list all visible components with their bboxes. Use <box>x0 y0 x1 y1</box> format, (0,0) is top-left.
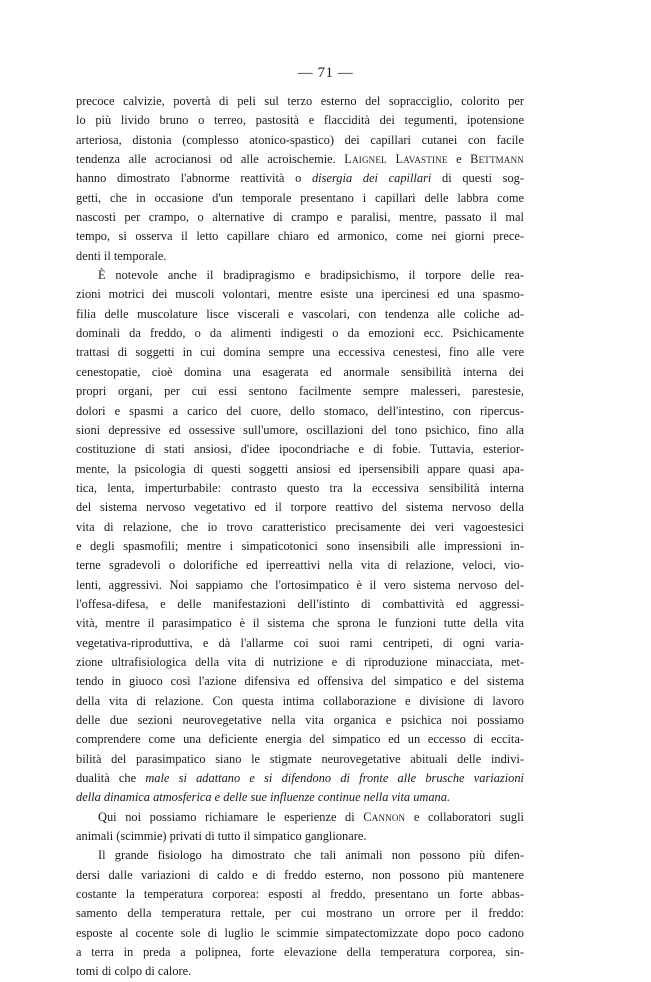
text-line <box>76 614 524 633</box>
text-run: mente, la psicologia di questi soggetti ansiosi ed ipersensibili appare quasi apa- <box>76 461 524 476</box>
text-run: dersi dalle variazioni di caldo e di freddo esterno, non possono più mantenere <box>76 867 524 882</box>
text-run: dominali da freddo, o da alimenti indigesti o da emozioni ecc. Psichicamente <box>76 326 524 341</box>
text-run: sioni depressive ed ossessive sull'umore, oscillazioni del tono psichico, fino alla <box>76 422 524 437</box>
text-line <box>76 885 524 904</box>
text-run: samento della temperatura rettale, per cui mostrano un orrore per il freddo: <box>76 906 524 921</box>
text-run: tendenza alle acrocianosi od alle acroischemie. <box>76 152 345 167</box>
text-line <box>76 518 524 537</box>
text-line <box>76 924 524 943</box>
text-run: lenti, aggressivi. Noi sappiamo che l'ortosimpatico è il vero sistema nervoso del- <box>76 577 524 592</box>
text-run: terne sgradevoli o dolorifiche ed iperreattivi nella vita di relazione, veloci, vio- <box>76 558 524 573</box>
text-line <box>76 711 524 730</box>
text-line <box>76 305 524 324</box>
text-run: getti, che in occasione d'un temporale presentano i capillari delle labbra come <box>76 190 524 205</box>
text-line <box>76 769 524 788</box>
text-run: tomi di colpo di calore. <box>76 964 192 979</box>
text-line <box>76 402 524 421</box>
text-line <box>76 266 524 285</box>
text-run: vità, mentre il parasimpatico è il sistema che sprona le funzioni tutte della vita <box>76 616 524 631</box>
text-line <box>76 208 524 227</box>
text-line <box>76 846 524 865</box>
text-run: l'offesa-difesa, e delle manifestazioni dell'istinto di combattività ed aggressi- <box>76 596 524 611</box>
text-run: bilità del parasimpatico siano le stigmate neurovegetative abituali delle indivi- <box>76 751 524 766</box>
text-run: esposte al cocente sole di luglio le scimmie simpatectomizzate dopo poco cadono <box>76 925 524 940</box>
text-line <box>76 498 524 517</box>
text-line <box>76 421 524 440</box>
text-line <box>76 962 524 981</box>
paragraph <box>76 266 524 808</box>
text-run: È notevole anche il bradipragismo e bradipsichismo, il torpore delle rea- <box>98 268 524 283</box>
text-line <box>76 382 524 401</box>
author-name: Laignel Lavastine <box>344 152 448 167</box>
text-run: delle due sezioni neurovegetative nella vita organica e psichica noi possiamo <box>76 713 524 727</box>
text-run: e <box>447 152 471 167</box>
text-line <box>76 595 524 614</box>
text-line <box>76 189 524 208</box>
text-run: vita di relazione, che io trovo caratteristico precisamente dei veri vagoestesici <box>76 519 524 534</box>
text-run: vegetativa-riproduttiva, e dà l'allarme coi suoi rami centripeti, di ogni varia- <box>76 635 524 650</box>
text-run: precoce calvizie, povertà di peli sul terzo esterno del sopracciglio, colorito per <box>76 94 524 108</box>
text-run: tempo, si osserva il letto capillare chiaro ed armonico, come nei giorni prece- <box>76 229 524 244</box>
paragraph <box>76 92 524 266</box>
text-run: Qui noi possiamo richiamare le esperienze di <box>98 809 364 824</box>
text-line <box>76 92 524 111</box>
text-run: trattasi di soggetti in cui domina sempre una eccessiva cenestesi, fino alle vere <box>76 345 524 360</box>
text-line <box>76 150 524 169</box>
text-line <box>76 285 524 304</box>
text-run: zioni motrici dei muscoli volontari, mentre esiste una ipercinesi ed una spasmo- <box>76 287 524 302</box>
text-line <box>76 866 524 885</box>
text-run: costituzione di stati ansiosi, d'idee ipocondriache e di fobie. Tuttavia, esterior- <box>76 442 524 457</box>
text-line <box>76 692 524 711</box>
page-number: — 71 — <box>297 65 354 81</box>
text-run: hanno dimostrato l'abnorme reattività o <box>76 171 312 186</box>
text-run: zione ultrafisiologica della vita di nutrizione e di riproduzione minacciata, met- <box>76 654 524 669</box>
text-run: propri organi, per cui essi sentono facilmente sempre malesseri, parestesie, <box>76 384 524 399</box>
text-line <box>76 634 524 653</box>
text-line <box>76 131 524 150</box>
text-line <box>76 247 524 266</box>
paragraph <box>76 846 524 981</box>
text-run: dolori e spasmi a carico del cuore, dello stomaco, dell'intestino, con ripercus- <box>76 403 524 418</box>
text-line <box>76 440 524 459</box>
text-run: tica, lenta, imperturbabile: contrasto questo tra la eccessiva sensibilità interna <box>76 480 524 495</box>
text-line <box>76 788 524 807</box>
text-line <box>76 169 524 188</box>
text-run: costante la temperatura corporea: esposti al freddo, presentano un forte abbas- <box>76 887 524 902</box>
text-line <box>76 943 524 962</box>
text-run: lo più livido bruno o terreo, pastosità e flaccidità dei tegumenti, ipotensione <box>76 113 524 128</box>
text-run: comprendere come una deficiente energia del simpatico ed un eccesso di eccita- <box>76 732 524 747</box>
text-run: del sistema nervoso vegetativo ed il torpore reattivo del sistema nervoso della <box>76 500 524 515</box>
text-line <box>76 576 524 595</box>
text-line <box>76 556 524 575</box>
paragraph <box>76 808 524 847</box>
text-line <box>76 808 524 827</box>
text-run: e degli spasmofili; mentre i simpaticotonici sono insensibili alle impressioni in- <box>76 538 524 553</box>
emphasis-text: disergia dei capillari <box>311 171 432 186</box>
text-body <box>76 92 524 982</box>
author-name: Cannon <box>363 809 406 824</box>
text-line <box>76 343 524 362</box>
text-line <box>76 537 524 556</box>
text-line <box>76 460 524 479</box>
text-line <box>76 111 524 130</box>
text-run: filia delle muscolature lisce viscerali e vascolari, con tendenza alle coliche ad- <box>76 306 524 321</box>
text-run: della vita di relazione. Con questa intima collaborazione e divisione di lavoro <box>76 693 524 708</box>
text-line <box>76 363 524 382</box>
text-run: a terra in preda a polipnea, forte elevazione della temperatura corporea, sin- <box>76 945 524 960</box>
text-run: animali (scimmie) privati di tutto il simpatico ganglionare. <box>76 829 367 844</box>
text-line <box>76 227 524 246</box>
text-run: cenestopatie, cioè domina una esagerata ed anormale sensibilità interna dei <box>76 364 524 379</box>
text-run: Il grande fisiologo ha dimostrato che tali animali non possono più difen- <box>98 848 524 863</box>
text-run: arteriosa, distonia (complesso atonico-spastico) dei capillari cutanei con facile <box>76 132 524 147</box>
emphasis-text: male si adattano e si difendono di fronte alle brusche variazioni <box>145 771 525 786</box>
text-run: e collaboratori sugli <box>405 809 524 824</box>
text-line <box>76 750 524 769</box>
text-run: denti il temporale. <box>76 248 167 263</box>
author-name: Bettmann <box>470 152 524 167</box>
text-line <box>76 653 524 672</box>
text-line <box>76 904 524 923</box>
text-run: dualità che <box>76 771 146 786</box>
text-run: nascosti per crampo, o alternative di crampo e paralisi, mentre, passato il mal <box>76 210 524 225</box>
text-run: tendo in giuoco così l'azione difensiva ed offensiva del simpatico e del sistema <box>76 674 524 689</box>
text-line <box>76 672 524 691</box>
text-line <box>76 479 524 498</box>
text-line <box>76 827 524 846</box>
emphasis-text: della dinamica atmosferica e delle sue influenze continue nella vita umana. <box>76 790 451 805</box>
text-run: di questi sog- <box>431 171 524 186</box>
text-line <box>76 324 524 343</box>
text-line <box>76 730 524 749</box>
